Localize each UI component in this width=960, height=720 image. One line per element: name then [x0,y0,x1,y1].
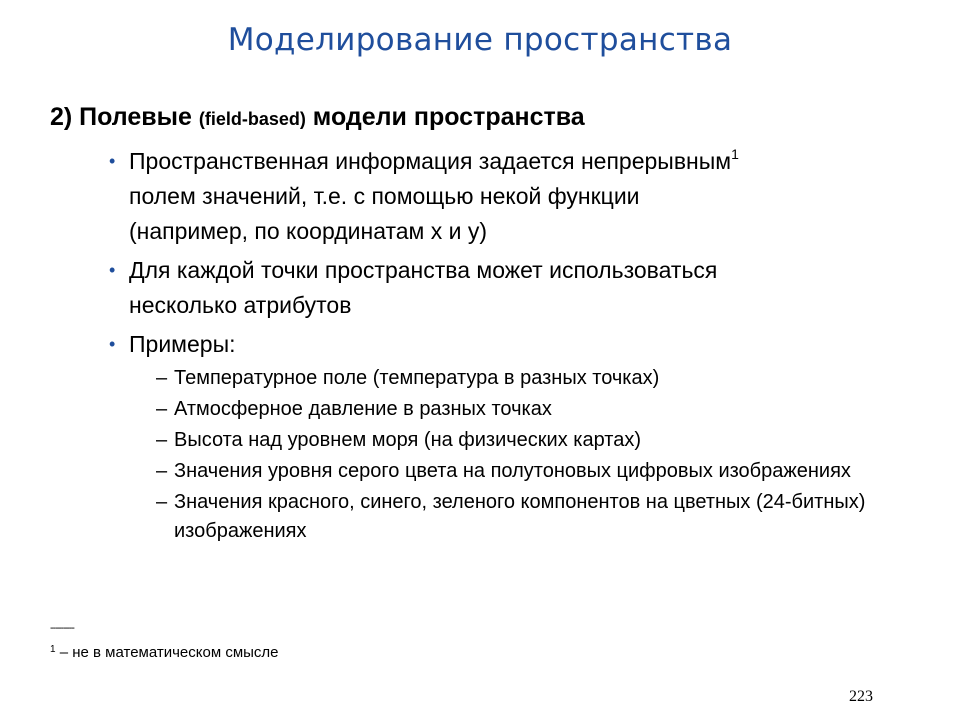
list-item-text: Значения уровня серого цвета на полутоновых цифровых изображениях [174,460,851,482]
footnote-marker: 1 [50,644,56,655]
list-item-text: Высота над уровнем моря (на физических картах) [174,429,642,451]
bullet-line: несколько атрибутов [129,292,352,318]
bullet-dot-icon: • [109,151,116,171]
bullet-text: Примеры: [129,331,236,357]
footnote-divider: --------- [50,622,74,634]
bullet-dot-icon: • [109,334,116,354]
bullet-dot-icon: • [109,260,116,280]
bullet-item [109,253,909,323]
dash-icon: – [156,367,168,389]
page-number: 223 [849,688,873,705]
bullet-line: Для каждой точки пространства может использоваться [129,257,718,283]
list-item-text: Атмосферное давление в разных точках [174,398,552,420]
heading-english: (field-based) [198,109,306,129]
list-item [156,364,896,393]
dash-icon: – [156,398,168,420]
list-item [156,488,896,546]
footnote-ref: 1 [731,146,739,162]
list-item [156,457,896,486]
example-list [156,364,896,546]
section-heading [50,103,585,132]
list-item-text: Температурное поле (температура в разных точках) [174,367,660,389]
dash-icon: – [156,460,168,482]
bullet-item [109,144,909,249]
bullet-item [109,327,909,546]
heading-suffix: модели пространства [312,103,585,131]
footnote [50,644,279,661]
dash-icon: – [156,429,168,451]
list-item-text: Значения красного, синего, зеленого компонентов на цветных (24-битных) изображениях [174,491,866,542]
bullet-line: (например, по координатам x и y) [129,218,488,244]
bullet-list [109,144,909,550]
footnote-text: – не в математическом смысле [59,644,279,661]
page-title: Моделирование пространства [227,22,733,58]
list-item [156,426,896,455]
bullet-line: полем значений, т.е. с помощью некой функции [129,183,640,209]
dash-icon: – [156,491,168,513]
heading-prefix: 2) Полевые [50,103,192,131]
list-item [156,395,896,424]
bullet-line: Пространственная информация задается непрерывным [129,148,732,174]
